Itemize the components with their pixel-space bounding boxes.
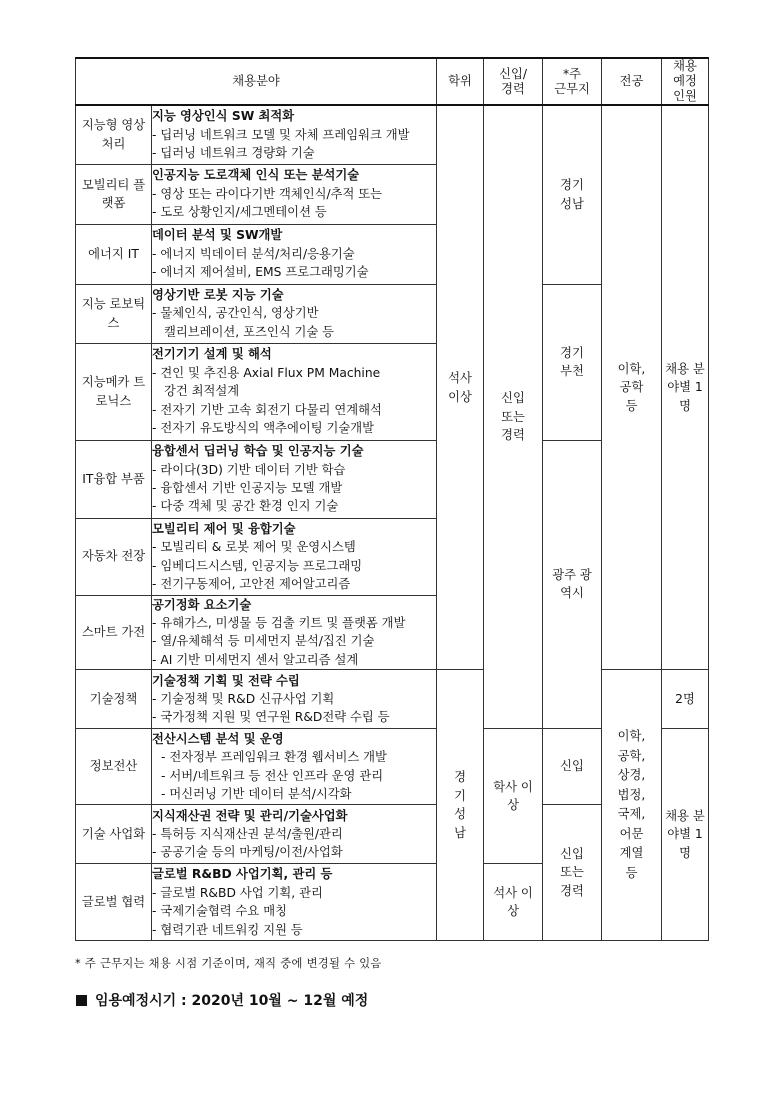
degree-cell: 석사 이상 <box>484 864 543 941</box>
recruitment-table <box>75 57 709 941</box>
header-degree: 학위 <box>437 58 484 105</box>
type-cell: 신입 또는 경력 <box>484 105 543 729</box>
field-name: 지능형 영상처리 <box>76 105 152 164</box>
headcount-cell: 2명 <box>662 670 709 729</box>
field-name: 기술정책 <box>76 670 152 729</box>
field-description: 인공지능 도로객체 인식 또는 분석기술 - 영상 또는 라이다기반 객체인식/추적 또는 - 도로 상황인지/세그멘테이션 등 <box>152 164 437 224</box>
footnote: * 주 근무지는 채용 시점 기준이며, 재직 중에 변경될 수 있음 <box>75 957 382 970</box>
headcount-cell: 채용 분야별 1명 <box>662 729 709 941</box>
location-cell: 광주 광역시 <box>543 440 602 729</box>
table-row <box>76 670 709 729</box>
field-description: 전산시스템 분석 및 운영 - 전자정부 프레임워크 환경 웹서비스 개발 - 서버/네트워크 등 전산 인프라 운영 관리 - 머신러닝 기반 데이터 분석/시각화 <box>152 729 437 805</box>
field-name: 지능 로보틱스 <box>76 284 152 343</box>
field-description: 공기정화 요소기술 - 유해가스, 미생물 등 검출 키트 및 플랫폼 개발 - 열/유체해석 등 미세먼지 분석/집진 기술 - AI 기반 미세먼지 센서 알고리즘 설계 <box>152 595 437 670</box>
schedule-text: 임용예정시기 : 2020년 10월 ~ 12월 예정 <box>95 993 369 1009</box>
header-major: 전공 <box>602 58 662 105</box>
field-description: 기술정책 기획 및 전략 수립 - 기술정책 및 R&D 신규사업 기획 - 국가정책 지원 및 연구원 R&D전략 수립 등 <box>152 670 437 729</box>
black-square-icon <box>76 995 87 1006</box>
field-description: 융합센서 딥러닝 학습 및 인공지능 기술 - 라이다(3D) 기반 데이터 기반 학습 - 융합센서 기반 인공지능 모델 개발 - 다중 객체 및 공간 환경 인지 기술 <box>152 440 437 518</box>
field-description: 전기기기 설계 및 해석 - 견인 및 추진용 Axial Flux PM Machine 강건 최적설계 - 전자기 기반 고속 회전기 다물리 연계해석 - 전자기 유도방식의 액추에이팅 기술개발 <box>152 343 437 440</box>
table-row <box>76 105 709 164</box>
header-field: 채용분야 <box>76 58 437 105</box>
field-name: 지능메카 트로닉스 <box>76 343 152 440</box>
field-name: 기술 사업화 <box>76 805 152 864</box>
field-description: 지능 영상인식 SW 최적화 - 딥러닝 네트워크 모델 및 자체 프레임워크 개발 - 딥러닝 네트워크 경량화 기술 <box>152 105 437 164</box>
major-cell: 이학, 공학 등 <box>602 105 662 670</box>
field-description: 영상기반 로봇 지능 기술 - 물체인식, 공간인식, 영상기반 캘리브레이션, 포즈인식 기술 등 <box>152 284 437 343</box>
degree-cell: 석사 이상 <box>437 105 484 670</box>
location-cell: 경기 성남 <box>543 105 602 284</box>
header-location: *주 근무지 <box>543 58 602 105</box>
type-cell: 신입 <box>543 729 602 805</box>
type-cell: 신입 또는 경력 <box>543 805 602 941</box>
location-cell: 경기 성남 <box>437 670 484 941</box>
field-description: 모빌리티 제어 및 융합기술 - 모빌리티 & 로봇 제어 및 운영시스템 - 임베디드시스템, 인공지능 프로그래밍 - 전기구동제어, 고안전 제어알고리즘 <box>152 518 437 595</box>
location-cell: 경기 부천 <box>543 284 602 440</box>
headcount-cell: 채용 분야별 1명 <box>662 105 709 670</box>
field-description: 글로벌 R&BD 사업기획, 관리 등 - 글로벌 R&BD 사업 기획, 관리 - 국제기술협력 수요 매칭 - 협력기관 네트워킹 지원 등 <box>152 864 437 941</box>
degree-cell: 학사 이상 <box>484 729 543 864</box>
header-type: 신입/ 경력 <box>484 58 543 105</box>
field-name: 정보전산 <box>76 729 152 805</box>
field-name: 자동차 전장 <box>76 518 152 595</box>
field-description: 데이터 분석 및 SW개발 - 에너지 빅데이터 분석/처리/응용기술 - 에너지 제어설비, EMS 프로그래밍기술 <box>152 224 437 284</box>
field-name: 모빌리티 플랫폼 <box>76 164 152 224</box>
field-description: 지식재산권 전략 및 관리/기술사업화 - 특허등 지식재산권 분석/출원/관리 - 공공기술 등의 마케팅/이전/사업화 <box>152 805 437 864</box>
major-cell: 이학, 공학, 상경, 법정, 국제, 어문 계열 등 <box>602 670 662 941</box>
field-name: 에너지 IT <box>76 224 152 284</box>
schedule-line <box>76 990 368 1010</box>
header-headcount: 채용 예정 인원 <box>662 58 709 105</box>
field-name: 글로벌 협력 <box>76 864 152 941</box>
field-name: IT융합 부품 <box>76 440 152 518</box>
field-name: 스마트 가전 <box>76 595 152 670</box>
